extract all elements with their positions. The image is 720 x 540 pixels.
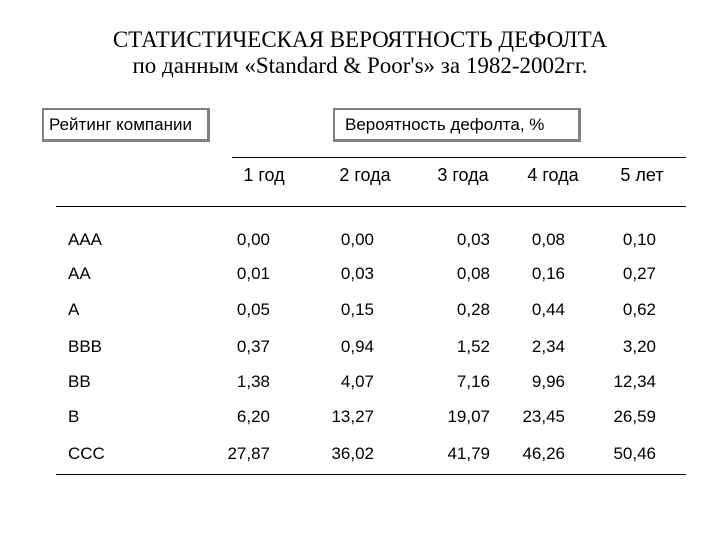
probability-cell: 13,27 — [331, 407, 374, 426]
rating-cell: ААА — [68, 230, 103, 249]
probability-cell: 2,34 — [531, 337, 565, 356]
probability-cell: 0,01 — [236, 264, 270, 283]
column-header-1-year: 1 год — [243, 165, 285, 185]
probability-cell: 50,46 — [613, 444, 656, 463]
probability-cell: 9,96 — [531, 372, 565, 391]
rating-cell: ВВ — [68, 372, 91, 391]
probability-cell: 3,20 — [622, 337, 656, 356]
probability-cell: 0,27 — [622, 264, 656, 283]
probability-cell: 0,44 — [531, 300, 565, 319]
probability-cell: 0,28 — [456, 300, 490, 319]
column-header-4-years: 4 года — [527, 165, 579, 185]
rating-cell: В — [68, 407, 80, 426]
probability-cell: 1,52 — [456, 337, 490, 356]
probability-cell: 12,34 — [613, 372, 656, 391]
probability-cell: 0,16 — [531, 264, 565, 283]
probability-cell: 4,07 — [340, 372, 374, 391]
rating-cell: ВВВ — [68, 337, 103, 356]
table-row — [0, 442, 720, 466]
probability-cell: 23,45 — [522, 407, 565, 426]
page-subtitle: по данным «Standard & Poor's» за 1982-2002гг. — [132, 53, 588, 78]
probability-cell: 0,03 — [340, 264, 374, 283]
probability-cell: 7,16 — [456, 372, 490, 391]
table-row — [0, 228, 720, 252]
table-bottom-rule — [56, 474, 686, 475]
rating-cell: АА — [68, 264, 91, 283]
probability-cell: 26,59 — [613, 407, 656, 426]
table-top-rule — [232, 157, 686, 158]
probability-cell: 0,94 — [340, 337, 374, 356]
probability-cell: 6,20 — [236, 407, 270, 426]
column-header-5-years: 5 лет — [620, 165, 664, 185]
probability-cell: 46,26 — [522, 444, 565, 463]
probability-header: Вероятность дефолта, % — [333, 108, 581, 142]
probability-cell: 0,00 — [236, 230, 270, 249]
probability-cell: 1,38 — [236, 372, 270, 391]
rating-cell: ССС — [68, 444, 105, 463]
column-header-3-years: 3 года — [437, 165, 489, 185]
table-row — [0, 298, 720, 322]
probability-cell: 41,79 — [447, 444, 490, 463]
table-row — [0, 262, 720, 286]
probability-cell: 0,37 — [236, 337, 270, 356]
probability-cell: 0,62 — [622, 300, 656, 319]
page-title: СТАТИСТИЧЕСКАЯ ВЕРОЯТНОСТЬ ДЕФОЛТА — [112, 27, 608, 52]
column-header-2-years: 2 года — [339, 165, 391, 185]
probability-cell: 0,08 — [456, 264, 490, 283]
probability-cell: 27,87 — [227, 444, 270, 463]
header-divider-rule — [56, 206, 686, 207]
probability-cell: 0,03 — [456, 230, 490, 249]
table-row — [0, 370, 720, 394]
probability-cell: 0,00 — [340, 230, 374, 249]
probability-cell: 36,02 — [331, 444, 374, 463]
probability-cell: 19,07 — [447, 407, 490, 426]
probability-cell: 0,05 — [236, 300, 270, 319]
probability-cell: 0,15 — [340, 300, 374, 319]
probability-cell: 0,10 — [622, 230, 656, 249]
rating-cell: А — [68, 300, 80, 319]
probability-cell: 0,08 — [531, 230, 565, 249]
table-row — [0, 405, 720, 429]
rating-header: Рейтинг компании — [42, 108, 210, 142]
table-row — [0, 335, 720, 359]
